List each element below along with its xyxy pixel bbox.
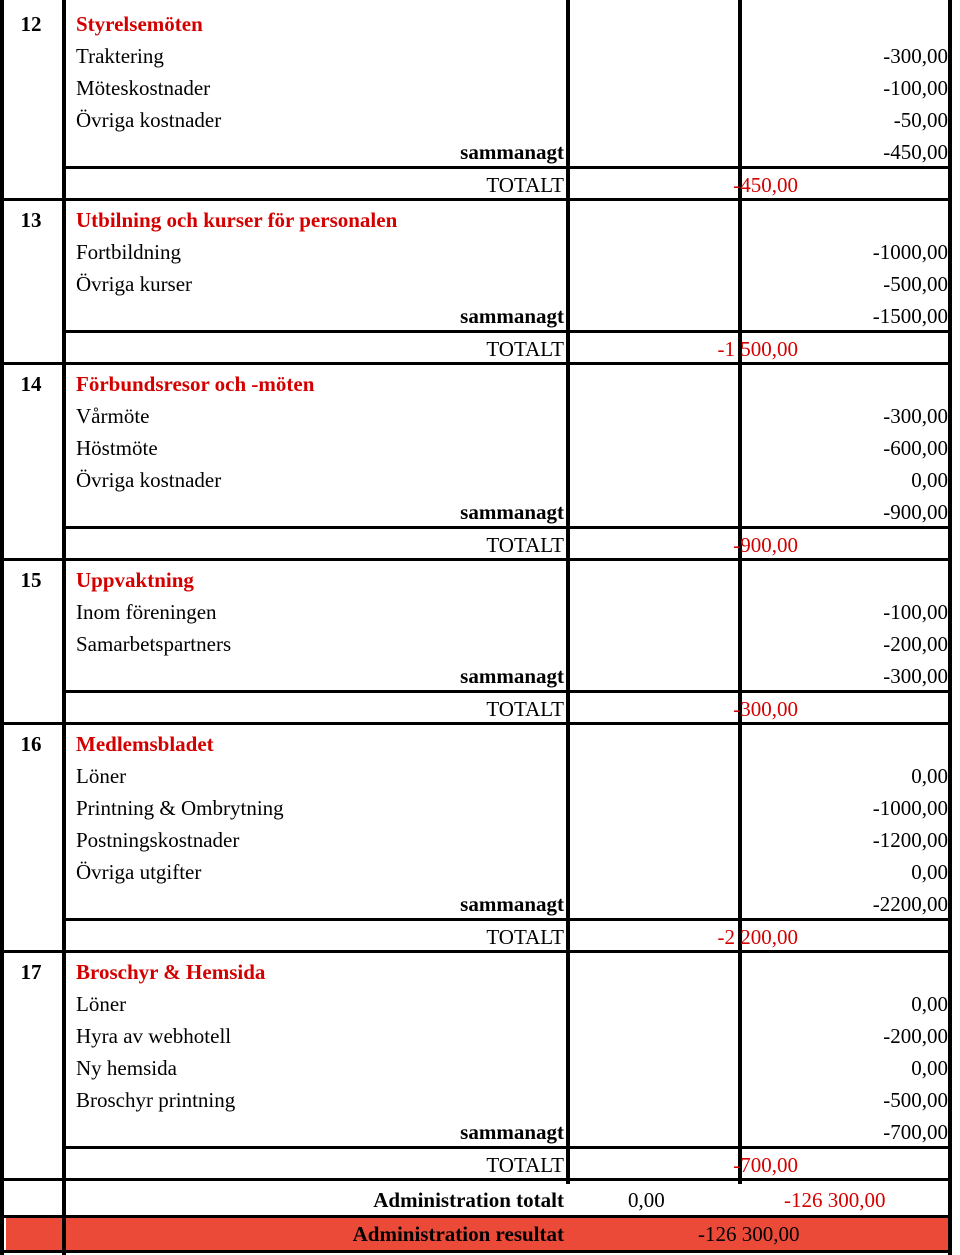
subtotal-amount: -700,00 — [883, 1120, 948, 1144]
subtotal-amount: -300,00 — [883, 664, 948, 688]
line-item-amount: 0,00 — [911, 764, 948, 788]
subtotal-rule — [66, 1146, 948, 1149]
line-item-label: Övriga utgifter — [76, 860, 202, 884]
total-amount: -700,00 — [733, 1153, 798, 1177]
line-item-amount: -50,00 — [893, 108, 948, 132]
line-item-amount: -500,00 — [883, 272, 948, 296]
column-divider — [62, 0, 66, 1255]
line-item-amount: -300,00 — [883, 404, 948, 428]
total-label: TOTALT — [486, 533, 564, 557]
column-divider — [0, 0, 4, 1255]
subtotal-rule — [66, 526, 948, 529]
line-item-amount: 0,00 — [911, 468, 948, 492]
line-item-label: Möteskostnader — [76, 76, 211, 100]
section-number: 15 — [20, 568, 42, 592]
subtotal-label: sammanagt — [460, 500, 564, 524]
section-title: Uppvaktning — [76, 568, 194, 592]
section-number: 14 — [20, 372, 42, 396]
bottom-rule — [0, 1250, 952, 1253]
total-amount: -1 500,00 — [717, 337, 798, 361]
line-item-label: Inom föreningen — [76, 600, 217, 624]
section-rule — [0, 362, 952, 365]
line-item-label: Ny hemsida — [76, 1056, 177, 1080]
section-rule — [0, 558, 952, 561]
line-item-amount: -200,00 — [883, 632, 948, 656]
line-item-amount: -600,00 — [883, 436, 948, 460]
section-number: 13 — [20, 208, 42, 232]
line-item-amount: 0,00 — [911, 992, 948, 1016]
line-item-amount: 0,00 — [911, 860, 948, 884]
section-title: Broschyr & Hemsida — [76, 960, 266, 984]
line-item-label: Postningskostnader — [76, 828, 240, 852]
subtotal-amount: -450,00 — [883, 140, 948, 164]
admin-total-expense: -126 300,00 — [784, 1188, 886, 1212]
line-item-label: Löner — [76, 764, 127, 788]
line-item-label: Vårmöte — [76, 404, 150, 428]
section-title: Medlemsbladet — [76, 732, 214, 756]
line-item-amount: -300,00 — [883, 44, 948, 68]
section-rule — [0, 198, 952, 201]
section-rule — [0, 1178, 952, 1181]
admin-total-label: Administration totalt — [373, 1188, 564, 1212]
section-number: 17 — [20, 960, 42, 984]
subtotal-amount: -2200,00 — [872, 892, 948, 916]
line-item-label: Traktering — [76, 44, 164, 68]
subtotal-amount: -1500,00 — [872, 304, 948, 328]
total-amount: -2 200,00 — [717, 925, 798, 949]
line-item-amount: -1200,00 — [872, 828, 948, 852]
line-item-amount: -500,00 — [883, 1088, 948, 1112]
admin-rule — [0, 1215, 952, 1218]
admin-result-value: -126 300,00 — [698, 1222, 800, 1246]
total-label: TOTALT — [486, 337, 564, 361]
section-title: Styrelsemöten — [76, 12, 203, 36]
subtotal-label: sammanagt — [460, 140, 564, 164]
total-label: TOTALT — [486, 1153, 564, 1177]
section-rule — [0, 950, 952, 953]
line-item-label: Broschyr printning — [76, 1088, 236, 1112]
line-item-label: Samarbetspartners — [76, 632, 232, 656]
line-item-label: Löner — [76, 992, 127, 1016]
line-item-amount: -100,00 — [883, 76, 948, 100]
subtotal-label: sammanagt — [460, 1120, 564, 1144]
line-item-label: Höstmöte — [76, 436, 158, 460]
line-item-amount: -200,00 — [883, 1024, 948, 1048]
line-item-label: Övriga kostnader — [76, 468, 222, 492]
total-amount: -900,00 — [733, 533, 798, 557]
line-item-amount: -1000,00 — [872, 796, 948, 820]
line-item-amount: -1000,00 — [872, 240, 948, 264]
section-title: Förbundsresor och -möten — [76, 372, 315, 396]
subtotal-rule — [66, 330, 948, 333]
section-rule — [0, 722, 952, 725]
subtotal-rule — [66, 166, 948, 169]
subtotal-label: sammanagt — [460, 304, 564, 328]
total-label: TOTALT — [486, 697, 564, 721]
total-label: TOTALT — [486, 173, 564, 197]
total-label: TOTALT — [486, 925, 564, 949]
line-item-label: Övriga kurser — [76, 272, 193, 296]
total-amount: -300,00 — [733, 697, 798, 721]
section-number: 12 — [20, 12, 42, 36]
line-item-amount: 0,00 — [911, 1056, 948, 1080]
admin-total-income: 0,00 — [628, 1188, 665, 1212]
subtotal-amount: -900,00 — [883, 500, 948, 524]
subtotal-label: sammanagt — [460, 892, 564, 916]
subtotal-rule — [66, 690, 948, 693]
column-divider — [948, 0, 952, 1255]
section-number: 16 — [20, 732, 42, 756]
section-title: Utbilning och kurser för personalen — [76, 208, 398, 232]
line-item-label: Övriga kostnader — [76, 108, 222, 132]
total-amount: -450,00 — [733, 173, 798, 197]
line-item-label: Hyra av webhotell — [76, 1024, 232, 1048]
line-item-amount: -100,00 — [883, 600, 948, 624]
line-item-label: Fortbildning — [76, 240, 182, 264]
column-divider — [566, 0, 570, 1184]
line-item-label: Printning & Ombrytning — [76, 796, 284, 820]
admin-result-label: Administration resultat — [352, 1222, 564, 1246]
subtotal-label: sammanagt — [460, 664, 564, 688]
subtotal-rule — [66, 918, 948, 921]
